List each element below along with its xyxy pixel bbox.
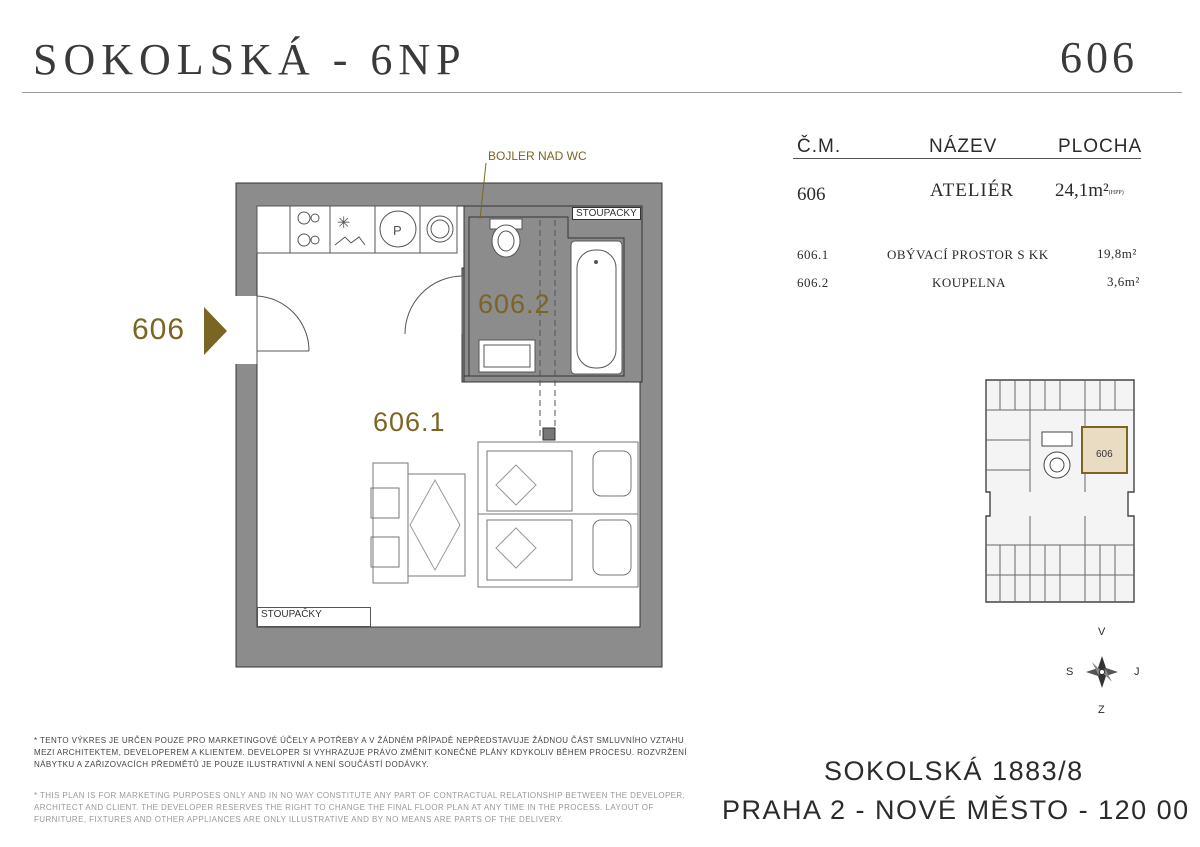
disclaimer-cz-line: * TENTO VÝKRES JE URČEN POUZE PRO MARKETINGOVÉ ÚČELY A POTŘEBY A V ŽÁDNÉM PŘÍPADĚ NEPŘEDSTAVUJE ŽÁDNOU ČÁST SMLUVNÍHO VZTAHU — [34, 736, 685, 745]
table-header-number: Č.M. — [797, 136, 842, 157]
bench — [373, 463, 408, 583]
table-header-area: PLOCHA — [1058, 136, 1143, 157]
disclaimer-cz-line: NÁBYTKU A ZAŘIZOVACÍCH PŘEDMĚTŮ JE POUZE ILUSTRATIVNÍ A NENÍ SOUČÁSTÍ DODÁVKY. — [34, 760, 429, 769]
disclaimer-cz-line: MEZI ARCHITEKTEM, DEVELOPEREM A KLIENTEM. DEVELOPER SI VYHRAZUJE PRÁVO ZMĚNIT KONEČNÉ PLÁNY KDYKOLIV BĚHEM PROCESU. ROZVRŽENÍ — [34, 748, 687, 757]
key-plan-unit-label: 606 — [1096, 449, 1113, 460]
entrance-arrow — [204, 307, 227, 355]
address-line-1: SOKOLSKÁ 1883/8 — [824, 756, 1084, 786]
entrance-door-swing — [257, 296, 309, 351]
dining-table — [405, 474, 465, 576]
room-label-bath: 606.2 — [478, 289, 551, 319]
address-line-2: PRAHA 2 - NOVÉ MĚSTO - 120 00 — [722, 795, 1190, 825]
table-row-2-area: 3,6m² — [1107, 274, 1140, 289]
table-row-2-name: KOUPELNA — [932, 275, 1007, 290]
table-row-2-id: 606.2 — [797, 275, 829, 290]
riser-label-bottom: STOUPAČKY — [261, 609, 322, 620]
riser-box-bottom — [257, 607, 371, 627]
riser-label-top: STOUPAČKY — [572, 207, 641, 220]
disclaimer-en-line: * THIS PLAN IS FOR MARKETING PURPOSES ONLY AND IN NO WAY CONSTITUTE ANY PART OF CONTRACTUAL RELATIONSHIP BETWEEN THE DEVELOPER, — [34, 791, 686, 800]
compass-west: S — [1066, 666, 1074, 678]
disclaimer-en-line: ARCHITECT AND CLIENT. THE DEVELOPER RESERVES THE RIGHT TO CHANGE THE FINAL FLOOR PLAN AT ANY TIME IN THE PROCESS. LAYOUT OF — [34, 803, 654, 812]
table-main-id: 606 — [797, 184, 826, 205]
table-header-name: NÁZEV — [929, 136, 998, 157]
entrance-opening — [234, 296, 260, 364]
compass-icon — [1086, 656, 1118, 688]
page-title: SOKOLSKÁ - 6NP — [33, 35, 467, 84]
unit-number: 606 — [1060, 33, 1138, 82]
compass-south: Z — [1098, 704, 1105, 716]
disclaimer-cz — [34, 735, 687, 771]
compass-east: J — [1134, 666, 1140, 678]
svg-text:P: P — [393, 223, 402, 238]
compass-north: V — [1098, 626, 1106, 638]
table-main-area-note: (HPP) — [1108, 190, 1124, 196]
key-plan — [986, 380, 1134, 602]
toilet — [492, 225, 520, 257]
entrance-label: 606 — [132, 313, 186, 346]
boiler-note: BOJLER NAD WC — [488, 149, 587, 163]
bath-door-swing — [405, 276, 462, 334]
svg-text:✳: ✳ — [337, 213, 351, 232]
table-main-name: ATELIÉR — [930, 180, 1015, 201]
table-main-area-value: 24,1m² — [1055, 180, 1109, 201]
disclaimer-en-line: FURNITURE, FIXTURES AND OTHER APPLIANCES ARE ONLY ILLUSTRATIVE AND BY NO MEANS ARE PARTS OF THE DELIVERY. — [34, 815, 564, 824]
table-row-1-name: OBÝVACÍ PROSTOR S KK — [887, 247, 1049, 262]
disclaimer-en — [34, 790, 685, 826]
room-label-living: 606.1 — [373, 407, 446, 437]
table-row-1-id: 606.1 — [797, 247, 829, 262]
table-row-1-area: 19,8m² — [1097, 246, 1137, 261]
